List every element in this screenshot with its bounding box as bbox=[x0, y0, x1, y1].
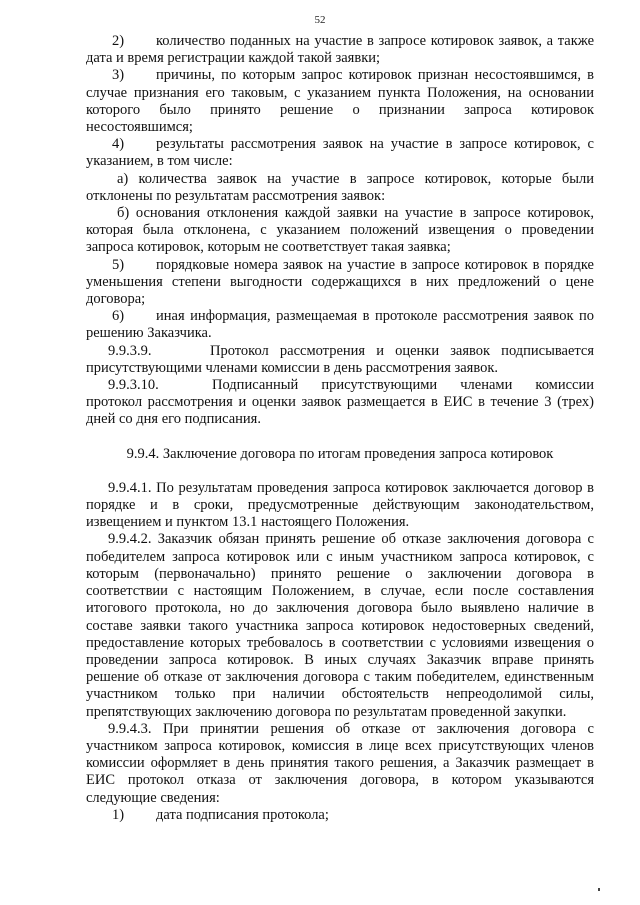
scan-speck bbox=[598, 888, 600, 891]
paragraph-9-9-4-1: 9.9.4.1. По результатам проведения запроса котировок заключается договор в порядке и в сроки, предусмотренные действующим законодательством, извещением и пунктом 13.1 настоящего Положения. bbox=[86, 479, 594, 531]
list-item-4 bbox=[86, 136, 594, 170]
list-item-6 bbox=[86, 308, 594, 342]
list-item-number: 3) bbox=[112, 67, 125, 84]
section-text: Подписанный присутствующими членами комиссии протокол рассмотрения и оценки заявок размещается в ЕИС в течение 3 (трех) дней со дня его подписания. bbox=[86, 377, 594, 428]
section-heading: 9.9.4. Заключение договора по итогам проведения запроса котировок bbox=[126, 445, 554, 462]
list-item-number: 2) bbox=[112, 33, 125, 49]
section-text: Протокол рассмотрения и оценки заявок подписывается присутствующими членами комиссии в день рассмотрения заявок. bbox=[86, 342, 594, 376]
document-body bbox=[86, 33, 594, 824]
page-number: 52 bbox=[314, 14, 326, 26]
list-item-number: 1) bbox=[112, 806, 125, 823]
list-item-text: причины, по которым запрос котировок признан несостоявшимся, в случае признания его таковым, с указанием пункта Положения, на основании которого было принято решение о признании запроса котировок несостоявшимся; bbox=[86, 67, 594, 136]
paragraph-9-9-4-3: 9.9.4.3. При принятии решения об отказе от заключения договора с участником запроса котировок, комиссия в лице всех присутствующих членов комиссии оформляет в день принятия такого решения, а Заказчик размещает в ЕИС протокол отказа от заключения договора, в котором указываются следующие сведения: bbox=[86, 720, 594, 806]
section-number: 9.9.3.9. bbox=[108, 342, 152, 359]
paragraph-9-9-4-2: 9.9.4.2. Заказчик обязан принять решение об отказе заключения договора с победителем запроса котировок или с иным участником запроса котировок, с которым (первоначально) принято решение о заключении договора в соответствии с настоящим Положением, в случае, если после составления итогового протокола, но до заключения договора было выявлено наличие в составе заявки такого участника запроса котировок недостоверных сведений, предоставление которых требовалось в соответствии с условиями извещения о проведении запроса котировок. В иных случаях Заказчик вправе принять решение об отказе от заключения договора с таким победителем, единственным участником только при наличии обстоятельств непреодолимой силы, препятствующих заключению договора по результатам проведенной закупки. bbox=[86, 531, 594, 720]
list-item-2 bbox=[86, 33, 594, 67]
list-item-text: результаты рассмотрения заявок на участие в запросе котировок, с указанием, в том числе: bbox=[86, 136, 594, 170]
section-9-9-3-10 bbox=[86, 377, 594, 429]
list-item-text: порядковые номера заявок на участие в запросе котировок в порядке уменьшения степени выгодности содержащихся в них предложений о цене договора; bbox=[86, 256, 594, 308]
list-item-text: дата подписания протокола; bbox=[156, 806, 329, 823]
list-item-5 bbox=[86, 257, 594, 309]
list-item-text: иная информация, размещаемая в протоколе рассмотрения заявок по решению Заказчика. bbox=[86, 308, 594, 342]
list-item-number: 4) bbox=[112, 136, 125, 153]
list-item-number: 5) bbox=[112, 256, 125, 273]
list-item-1 bbox=[86, 807, 594, 824]
list-item-number: 6) bbox=[112, 308, 125, 325]
sub-item-b: б) основания отклонения каждой заявки на участие в запросе котировок, которая была отклонена, с указанием положений извещения о проведении запроса котировок, которым не соответствует такая заявка; bbox=[86, 205, 594, 256]
list-item-text: количество поданных на участие в запросе котировок заявок, а также дата и время регистрации каждой такой заявки; bbox=[86, 33, 594, 67]
section-9-9-3-9 bbox=[86, 343, 594, 377]
section-number: 9.9.3.10. bbox=[108, 377, 159, 394]
list-item-3 bbox=[86, 67, 594, 136]
sub-item-a: а) количества заявок на участие в запросе котировок, которые были отклонены по результатам рассмотрения заявок: bbox=[86, 170, 594, 204]
